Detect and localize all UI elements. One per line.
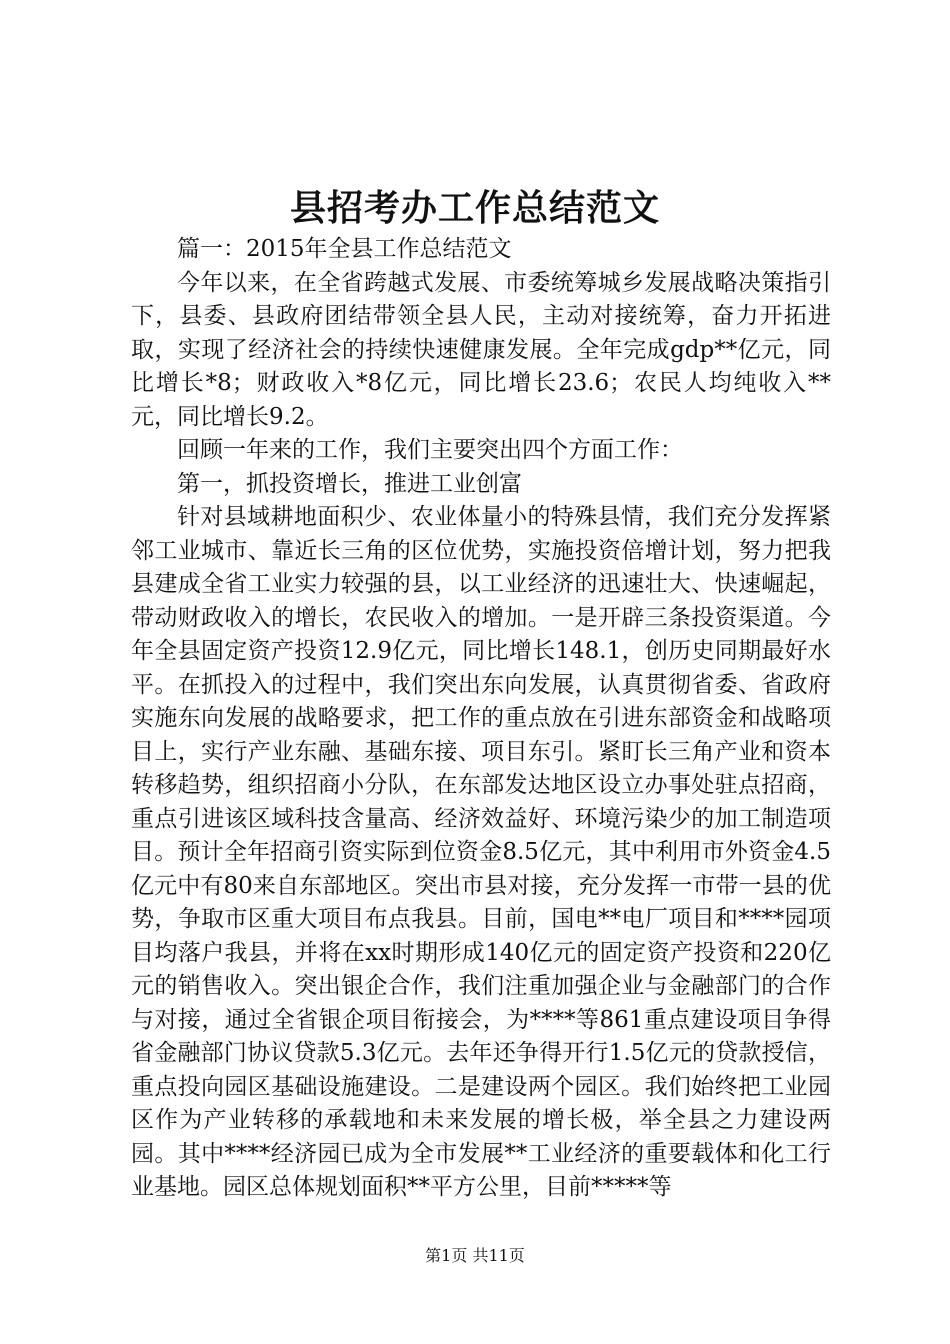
body-paragraph: 回顾一年来的工作，我们主要突出四个方面工作： xyxy=(177,437,683,463)
document-body xyxy=(131,233,831,1205)
section-heading: 篇一：2015年全县工作总结范文 xyxy=(177,236,512,262)
sub-heading: 第一，抓投资增长，推进工业创富 xyxy=(177,470,522,497)
document-title: 县招考办工作总结范文 xyxy=(289,187,660,229)
body-paragraph: 针对县域耕地面积少、农业体量小的特殊县情，我们充分发挥紧邻工业城市、靠近长三角的区位优势，实施投资倍增计划，努力把我县建成全省工业实力较强的县，以工业经济的迅速壮大、快速崛起，带动财政收入的增长，农民收入的增加。一是开辟三条投资渠道。今年全县固定资产投资12.9亿元，同比增长148.1，创历史同期最好水平。在抓投入的过程中，我们突出东向发展，认真贯彻省委、省政府实施东向发展的战略要求，把工作的重点放在引进东部资金和战略项目上，实行产业东融、基础东接、项目东引。紧盯长三角产业和资本转移趋势，组织招商小分队，在东部发达地区设立办事处驻点招商，重点引进该区域科技含量高、经济效益好、环境污染少的加工制造项目。预计全年招商引资实际到位资金8.5亿元，其中利用市外资金4.5亿元中有80来自东部地区。突出市县对接，充分发挥一市带一县的优势，争取市区重大项目布点我县。目前，国电**电厂项目和****园项目均落户我县，并将在xx时期形成140亿元的固定资产投资和220亿元的销售收入。突出银企合作，我们注重加强企业与金融部门的合作与对接，通过全省银企项目衔接会，为****等861重点建设项目争得省金融部门协议贷款5.3亿元。去年还争得开行1.5亿元的贷款授信，重点投向园区基础设施建设。二是建设两个园区。我们始终把工业园区作为产业转移的承载地和未来发展的增长极，举全县之力建设两园。其中****经济园已成为全市发展**工业经济的重要载体和化工行业基地。园区总体规划面积**平方公里，目前*****等 xyxy=(131,504,831,1200)
page-number-footer: 第1页 共11页 xyxy=(425,1246,525,1265)
body-paragraph: 今年以来，在全省跨越式发展、市委统筹城乡发展战略决策指引下，县委、县政府团结带领全县人民，主动对接统筹，奋力开拓进取，实现了经济社会的持续快速健康发展。全年完成gdp**亿元，同比增长*8；财政收入*8亿元，同比增长23.6；农民人均纯收入**元，同比增长9.2。 xyxy=(131,269,831,430)
